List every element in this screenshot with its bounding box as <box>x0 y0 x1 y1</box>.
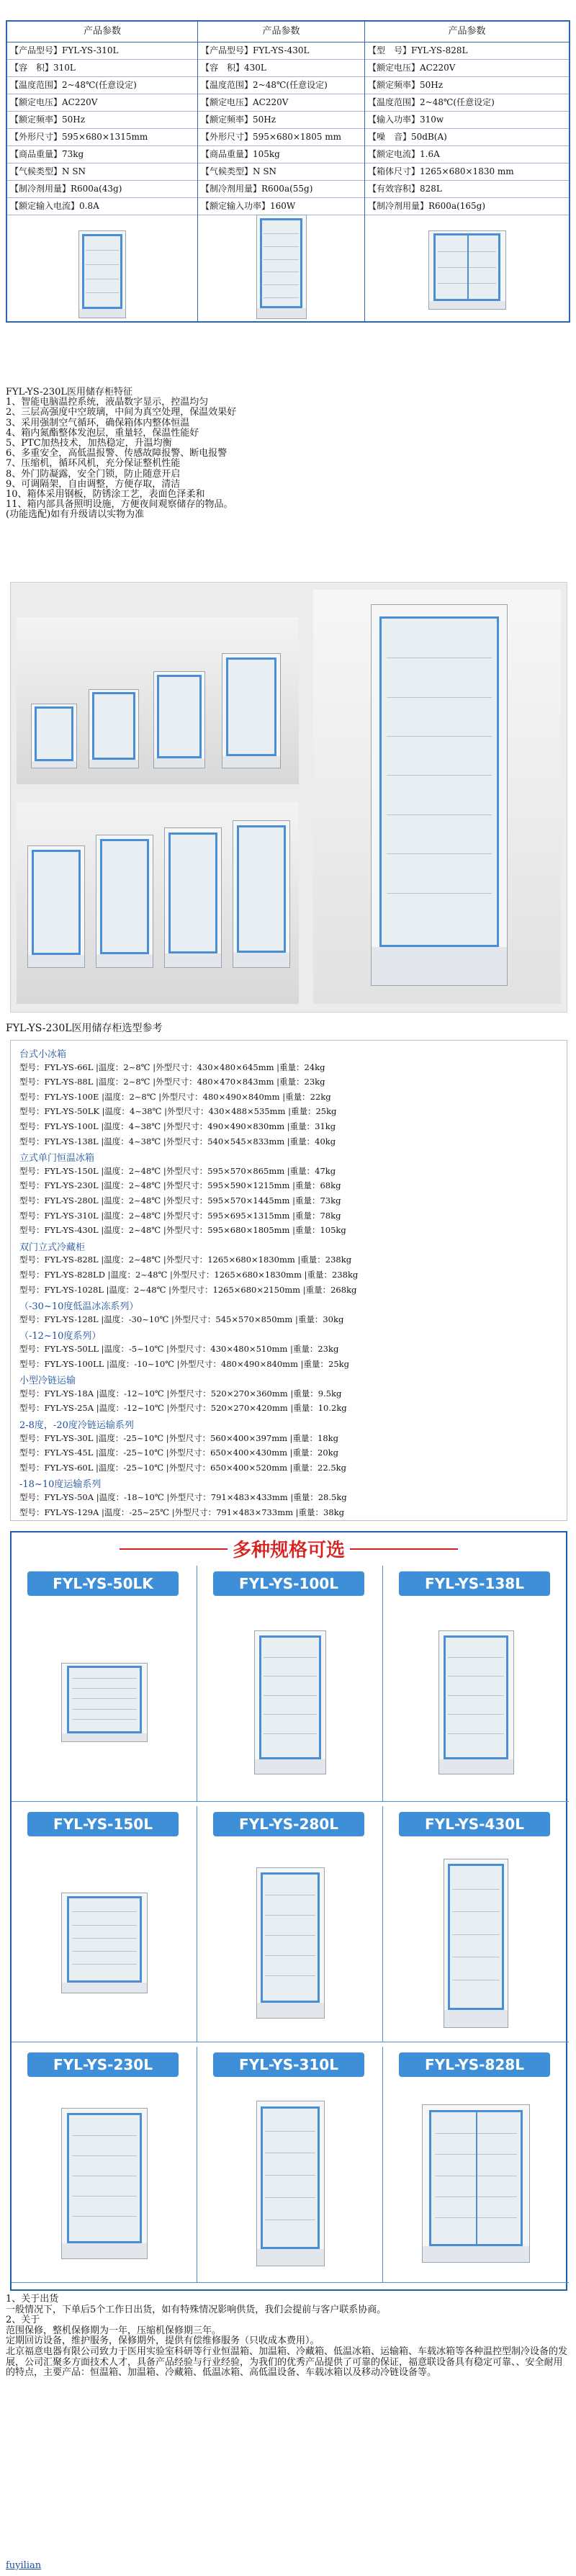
spec-row: 【温度范围】2~48℃(任意设定) <box>365 94 569 112</box>
spec-row: 【箱体尺寸】1265×680×1830 mm <box>365 163 569 181</box>
footer-notes <box>6 2294 570 2379</box>
feature-item: 3、采用强制空气循环，确保箱体内整体恒温 <box>6 417 190 428</box>
model-row: 型号：FYL-YS-280L |温度：2~48℃ |外型尺寸：595×570×1445mm |重量：73kg <box>19 1195 341 1206</box>
spec-row: 【额定频率】50Hz <box>365 77 569 94</box>
fridge-image <box>254 1630 326 1774</box>
feature-item: 2、三层高强度中空玻璃，中间为真空处理，保温效果好 <box>6 407 237 418</box>
model-label: FYL-YS-100L <box>213 1571 364 1596</box>
model-label: FYL-YS-310L <box>213 2052 364 2077</box>
spec-row: 【商品重量】105kg <box>198 146 364 163</box>
spec-row: 【容 积】310L <box>7 60 197 77</box>
spec-column-828l <box>365 22 569 321</box>
feature-item: 9、可调隔架，自由调整，方便存取，清洁 <box>6 478 181 490</box>
footer-line: 2、关于 <box>6 2315 40 2326</box>
spec-grid-cell <box>12 1806 197 2042</box>
fridge-828l-image <box>428 230 506 310</box>
fridge-image <box>438 1630 514 1774</box>
model-section-heading: 立式单门恒温冰箱 <box>19 1153 95 1164</box>
spec-row: 【商品重量】73kg <box>7 146 197 163</box>
fridge-image <box>61 1893 148 1993</box>
spec-header: 产品参数 <box>198 22 364 42</box>
spec-row: 【型 号】FYL-YS-828L <box>365 42 569 60</box>
spec-row: 【额定电流】1.6A <box>365 146 569 163</box>
spec-grid-cell <box>12 2047 197 2283</box>
model-row: 型号：FYL-YS-50A |温度：-18~10℃ |外型尺寸：791×483×433mm |重量：28.5kg <box>19 1492 347 1502</box>
feature-title: FYL-YS-230L医用储存柜特征 <box>6 387 133 398</box>
spec-row: 【制冷剂用量】R600a(43g) <box>7 181 197 198</box>
fridge-image <box>61 2108 148 2259</box>
spec-header: 产品参数 <box>365 22 569 42</box>
spec-column-310l <box>7 22 198 321</box>
spec-row: 【制冷剂用量】R600a(55g) <box>198 181 364 198</box>
model-section-heading: （-12~10度系列） <box>19 1331 102 1342</box>
spec-row: 【气候类型】N SN <box>7 163 197 181</box>
model-row: 型号：FYL-YS-18A |温度：-12~10℃ |外型尺寸：520×270×360mm |重量：9.5kg <box>19 1388 342 1399</box>
model-row: 型号：FYL-YS-100L |温度：4~38℃ |外型尺寸：490×490×830mm |重量：31kg <box>19 1121 336 1131</box>
model-section-heading: 2-8度，-20度冷链运输系列 <box>19 1420 134 1431</box>
feature-item: 7、压缩机，循环风机，充分保证整机性能 <box>6 458 181 470</box>
spec-row: 【额定电压】AC220V <box>7 94 197 112</box>
product-photo-collage <box>10 582 567 1013</box>
spec-row: 【输入功率】310w <box>365 112 569 129</box>
spec-row: 【气候类型】N SN <box>198 163 364 181</box>
model-row: 型号：FYL-YS-45L |温度：-25~10℃ |外型尺寸：650×400×430mm |重量：20kg <box>19 1448 339 1458</box>
spec-grid-cell <box>383 1806 569 2042</box>
spec-row: 【额定频率】50Hz <box>7 112 197 129</box>
model-row: 型号：FYL-YS-430L |温度：2~48℃ |外型尺寸：595×680×1805mm |重量：105kg <box>19 1225 346 1236</box>
model-label: FYL-YS-828L <box>399 2052 550 2077</box>
spec-row: 【外形尺寸】595×680×1315mm <box>7 129 197 146</box>
model-list <box>10 1040 567 1521</box>
spec-row: 【产品型号】FYL-YS-430L <box>198 42 364 60</box>
single-cabinet-photo <box>313 590 561 1004</box>
model-row: 型号：FYL-YS-25A |温度：-12~10℃ |外型尺寸：520×270×420mm |重量：10.2kg <box>19 1403 347 1414</box>
spec-grid-cell <box>12 1566 197 1802</box>
model-section-heading: （-30~10度低温冰冻系列） <box>19 1301 139 1313</box>
model-section-heading: 台式小冰箱 <box>19 1049 67 1060</box>
model-row: 型号：FYL-YS-150L |温度：2~48℃ |外型尺寸：595×570×865mm |重量：47kg <box>19 1165 336 1176</box>
model-row: 型号：FYL-YS-100E |温度：2~8℃ |外型尺寸：480×490×840mm |重量：22kg <box>19 1091 331 1102</box>
model-row: 型号：FYL-YS-230L |温度：2~48℃ |外型尺寸：595×590×1215mm |重量：68kg <box>19 1180 341 1191</box>
spec-table <box>6 20 570 323</box>
model-row: 型号：FYL-YS-128L |温度：-30~10℃ |外型尺寸：545×570×850mm |重量：30kg <box>19 1314 344 1324</box>
spec-grid-cell <box>383 2047 569 2283</box>
fridge-image <box>256 1867 325 2019</box>
brand-link[interactable]: fuyilian <box>6 2560 42 2571</box>
model-row: 型号：FYL-YS-129A |温度：-25~25℃ |外型尺寸：791×483×733mm |重量：38kg <box>19 1507 344 1517</box>
model-label: FYL-YS-430L <box>399 1812 550 1836</box>
model-row: 型号：FYL-YS-828LD |温度：2~48℃ |外型尺寸：1265×680×1830mm |重量：238kg <box>19 1270 359 1280</box>
model-section-heading: 小型冷链运输 <box>19 1375 76 1387</box>
fridge-310l-image <box>78 230 126 318</box>
spec-row: 【额定电压】AC220V <box>365 60 569 77</box>
feature-item: 5、PTC加热技术，加热稳定，升温均衡 <box>6 438 172 449</box>
feature-item: 11、箱内部具备照明设施，方便夜间观察储存的物品。 <box>6 499 233 511</box>
grid-title: 多种规格可选 <box>232 1540 345 1561</box>
feature-item: 1、智能电脑温控系统，液晶数字显示，控温均匀 <box>6 397 209 408</box>
feature-list <box>6 387 570 521</box>
model-label: FYL-YS-230L <box>27 2052 179 2077</box>
spec-row: 【容 积】430L <box>198 60 364 77</box>
feature-item: 4、箱内氮酯整体发泡层，重量轻，保温性能好 <box>6 427 199 439</box>
spec-row: 【温度范围】2~48℃(任意设定) <box>198 77 364 94</box>
model-row: 型号：FYL-YS-1028L |温度：2~48℃ |外型尺寸：1265×680×2150mm |重量：268kg <box>19 1284 357 1295</box>
model-row: 型号：FYL-YS-310L |温度：2~48℃ |外型尺寸：595×695×1315mm |重量：78kg <box>19 1210 341 1221</box>
spec-row: 【温度范围】2~48℃(任意设定) <box>7 77 197 94</box>
spec-grid-cell <box>383 1566 569 1802</box>
footer-line: 范围保修，整机保修期为一年，压缩机保修期三年。 <box>6 2325 222 2336</box>
spec-grid-cell <box>197 1806 383 2042</box>
fridge-430l-image <box>256 215 307 319</box>
model-row: 型号：FYL-YS-66L |温度：2~8℃ |外型尺寸：430×480×645mm |重量：24kg <box>19 1062 325 1072</box>
model-label: FYL-YS-280L <box>213 1812 364 1836</box>
model-section-heading: 双门立式冷藏柜 <box>19 1242 86 1253</box>
model-row: 型号：FYL-YS-50LK |温度：4~38℃ |外型尺寸：430×488×535mm |重量：25kg <box>19 1106 337 1117</box>
spec-row: 【产品型号】FYL-YS-310L <box>7 42 197 60</box>
footer-line: 北京福意电器有限公司致力于医用实验室科研等行业恒温箱、加温箱、冷藏箱、低温冰箱、运输箱、车载冰箱等各种温控型制冷设备的发展，公司汇聚多方面技术人才，具备产品经验与行业经验，为我们的优秀产品提供了可靠的保证，福意联设备具有稳定可靠、、安全耐用的特点，主要产品：恒温箱、加温箱、冷藏箱、低温冰箱、高低温设备、车载冰箱以及移动冷链设备等。 <box>6 2346 568 2379</box>
feature-item: (功能选配)如有升级请以实物为准 <box>6 509 145 521</box>
spec-grid-cell <box>197 1566 383 1802</box>
model-row: 型号：FYL-YS-30L |温度：-25~10℃ |外型尺寸：560×400×397mm |重量：18kg <box>19 1432 339 1443</box>
model-row: 型号：FYL-YS-828L |温度：2~48℃ |外型尺寸：1265×680×1830mm |重量：238kg <box>19 1255 352 1265</box>
model-row: 型号：FYL-YS-100LL |温度：-10~10℃ |外型尺寸：480×490×840mm |重量：25kg <box>19 1358 349 1369</box>
footer-line: 1、关于出货 <box>6 2294 59 2305</box>
footer-line: 一般情况下，下单后5个工作日出货，如有特殊情况影响供货，我们会提前与客户联系协商。 <box>6 2304 387 2315</box>
fridge-image <box>256 2101 325 2266</box>
model-label: FYL-YS-138L <box>399 1571 550 1596</box>
spec-row: 【制冷剂用量】R600a(165g) <box>365 198 569 215</box>
spec-row: 【额定电压】AC220V <box>198 94 364 112</box>
spec-row: 【有效容积】828L <box>365 181 569 198</box>
model-list-title: FYL-YS-230L医用储存柜选型参考 <box>6 1023 163 1034</box>
spec-column-430l <box>198 22 365 321</box>
feature-item: 6、多重安全，高低温报警、传感故障报警、断电报警 <box>6 448 228 459</box>
spec-row: 【额定输入电流】0.8A <box>7 198 197 215</box>
fridge-image <box>61 1663 148 1742</box>
warehouse-photo <box>17 802 299 1004</box>
spec-header: 产品参数 <box>7 22 197 42</box>
model-row: 型号：FYL-YS-138L |温度：4~38℃ |外型尺寸：540×545×833mm |重量：40kg <box>19 1136 336 1146</box>
spec-row: 【外形尺寸】595×680×1805 mm <box>198 129 364 146</box>
feature-item: 8、外门防凝露，安全门锁，防止随意开启 <box>6 468 181 480</box>
spec-row: 【额定输入功率】160W <box>198 198 364 215</box>
feature-item: 10、箱体采用钢板，防锈涂工艺，表面色泽柔和 <box>6 489 205 501</box>
model-label: FYL-YS-50LK <box>27 1571 179 1596</box>
spec-row: 【噪 音】50dB(A) <box>365 129 569 146</box>
spec-row: 【额定频率】50Hz <box>198 112 364 129</box>
model-label: FYL-YS-150L <box>27 1812 179 1836</box>
lineup-photo <box>17 617 299 784</box>
model-row: 型号：FYL-YS-50LL |温度：-5~10℃ |外型尺寸：430×480×510mm |重量：23kg <box>19 1344 339 1354</box>
footer-line: 定期回访设备，维护服务，保修期外，提供有偿维修服务（只收成本费用）。 <box>6 2335 320 2347</box>
spec-grid-cell <box>197 2047 383 2283</box>
model-row: 型号：FYL-YS-88L |温度：2~8℃ |外型尺寸：480×470×843mm |重量：23kg <box>19 1077 325 1087</box>
fridge-image <box>422 2104 530 2263</box>
model-row: 型号：FYL-YS-60L |温度：-25~10℃ |外型尺寸：650×400×520mm |重量：22.5kg <box>19 1462 346 1473</box>
spec-grid <box>10 1531 567 2291</box>
model-section-heading: -18~10度运输系列 <box>19 1479 102 1491</box>
fridge-image <box>444 1859 508 2028</box>
